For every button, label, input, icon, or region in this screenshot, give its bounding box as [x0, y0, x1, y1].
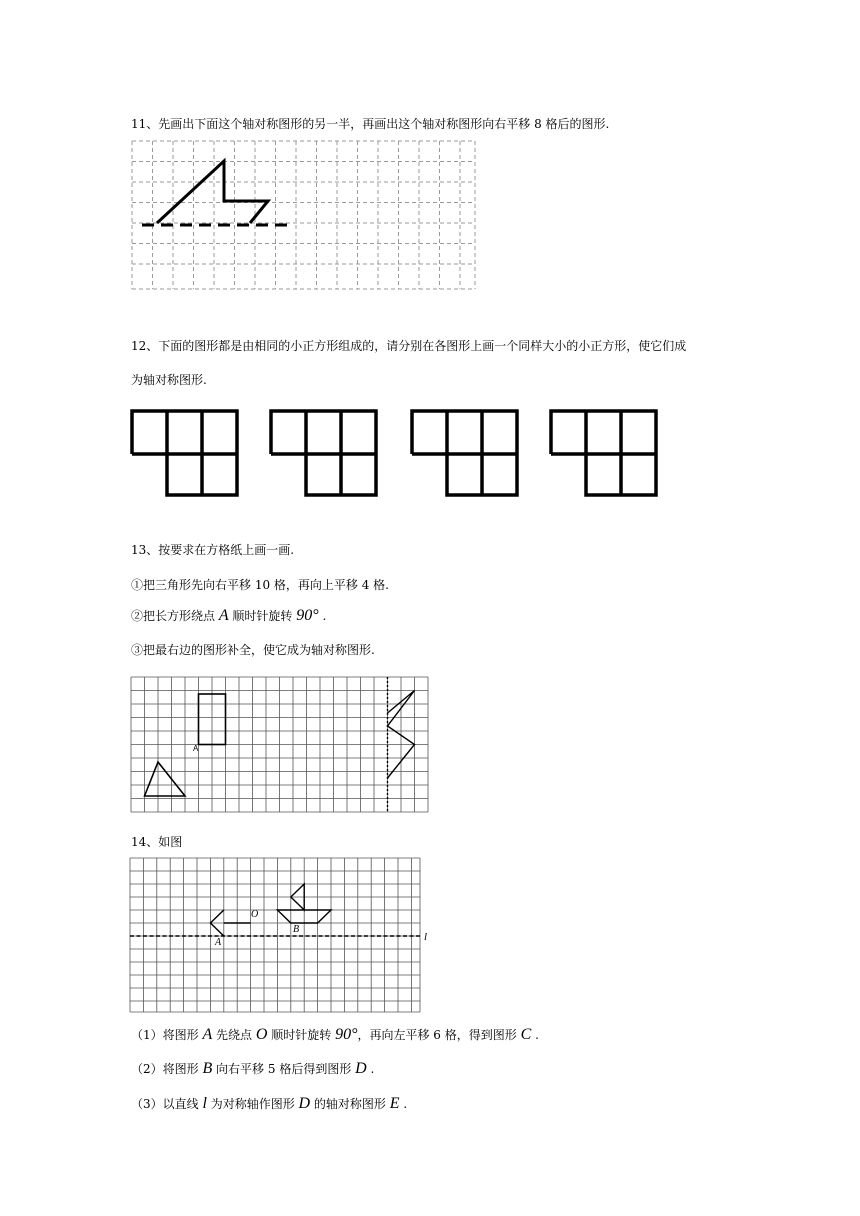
q14-step-2: （2）将图形 B 向右平移 5 格后得到图形 D . [131, 1060, 375, 1077]
q13-item-1: ①把三角形先向右平移 10 格，再向上平移 4 格. [131, 578, 389, 592]
q14-label-l: l [424, 931, 428, 943]
q13-label-a: A [193, 744, 199, 753]
q14-title: 14、如图 [131, 835, 183, 849]
q12-shape-4 [551, 411, 656, 495]
q11-half-shape [157, 161, 268, 223]
q13-item-3: ③把最右边的图形补全，使它成为轴对称图形. [131, 643, 375, 657]
q11-dashed-grid [132, 141, 475, 289]
q14-label-b: B [293, 924, 300, 935]
q12-text-line1: 12、下面的图形都是由相同的小正方形组成的，请分别在各图形上画一个同样大小的小正方形，使它们成 [131, 339, 687, 353]
q12-shape-1 [132, 411, 237, 495]
q13-triangle [145, 762, 186, 796]
q12-text-line2: 为轴对称图形. [131, 373, 207, 387]
q13-title: 13、按要求在方格纸上画一画. [131, 543, 295, 557]
q14-step-1: （1）将图形 A 先绕点 O 顺时针旋转 90°，再向左平移 6 格，得到图形 C . [131, 1026, 539, 1043]
q13-grid [131, 677, 428, 812]
q13-item-2: ②把长方形绕点 A 顺时针旋转 90° . [131, 607, 327, 624]
q11-grid-figure [130, 139, 478, 291]
q14-grid-figure [128, 856, 436, 1016]
q12-shapes [128, 405, 668, 501]
q12-shape-3 [412, 411, 517, 495]
q11-text: 11、先画出下面这个轴对称图形的另一半，再画出这个轴对称图形向右平移 8 格后的图形. [131, 117, 610, 131]
q14-step-3: （3）以直线 l 为对称轴作图形 D 的轴对称图形 E . [131, 1095, 408, 1112]
q14-grid [130, 858, 420, 1012]
q13-grid-figure [130, 676, 430, 814]
q12-shape-2 [271, 411, 376, 495]
q14-label-o: O [251, 909, 259, 920]
q14-label-a: A [215, 937, 222, 948]
